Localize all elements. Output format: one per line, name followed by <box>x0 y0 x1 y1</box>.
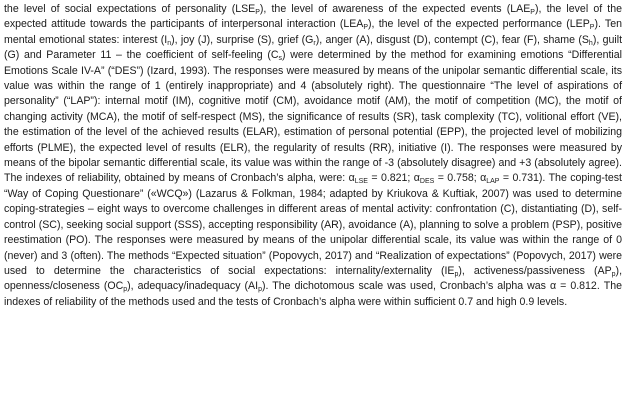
body-paragraph: the level of social expectations of personality $(LSE_P)$, the level of awareness of the expected events $(LAE_P)$, the level of the expected attitude towards the participants of interpersonal interaction $(LEA_P)$, the level of the expected performance $(LEP_P)$. Ten mental emotional states: interest $(I_n)$, joy (J), surprise (S), grief $(G_r)$, anger (A), disgust (D), contempt (C), fear (F), shame $(S_h)$, guilt (G) and Parameter 11 – the coefficient of self-feeling $(C_s)$ were determined by the method for examining emotions “Differential Emotions Scale IV-A” (“DES”) (Izard, 1993). The responses were measured by means of the unipolar semantic differential scale, its value was within the range of 1 (entirely inappropriate) and 4 (absolutely right). The questionnaire “The level of aspirations of personality” (“LAP”): internal motif (IM), cognitive motif (CM), avoidance motif (AM), the motif of competition (MC), the motif of changing activity (MCA), the motif of self-respect (MS), the significance of results (SR), task complexity (TC), volitional effort (VE), the estimation of the level of the achieved results (ELAR), estimation of personal potential (EPP), the projected level of mobilizing efforts (PLME), the expected level of results (ELR), the regularity of results (RR), initiative (I). The responses were measured by means of the bipolar semantic differential scale, its value was within the range of -3 (absolutely disagree) and +3 (absolutely agree). The indexes of reliability, obtained by means of Cronbach’s alpha, were: $\alpha_{LSE} = 0.821$; $\alpha_{DES} = 0.758$; $\alpha_{LAP} = 0.731$). The coping-test “Way of Coping Questionare” («WCQ») (Lazarus & Folkman, 1984; adapted by Kriukova & Kuftiak, 2007) was used to determine coping-strategies – eight ways to overcome challenges in different areas of mental activity: confrontation (C), distantiating (D), self-control (SC), seeking social support (SSS), accepting responsibility (AR), avoidance (A), planning to solve a problem (PSP), positive reestimation (PO). The responses were measured by means of the unipolar differential scale, its value was within the range of 0 (never) and 3 (often). The methods “Expected situation” (Popovych, 2017) and “Realization of expectations” (Popovych, 2017) were used to determine the characteristics of social expectations: internality/externality $(IE_p)$, activeness/passiveness $(AP_p)$, openness/closeness $(OC_p)$, adequacy/inadequacy $(AI_p)$. The dichotomous scale was used, Cronbach’s alpha was α = 0.812. The indexes of reliability of the methods used and the tests of Cronbach’s alpha were within sufficient 0.7 and high 0.9 levels. <box>4 3 623 308</box>
